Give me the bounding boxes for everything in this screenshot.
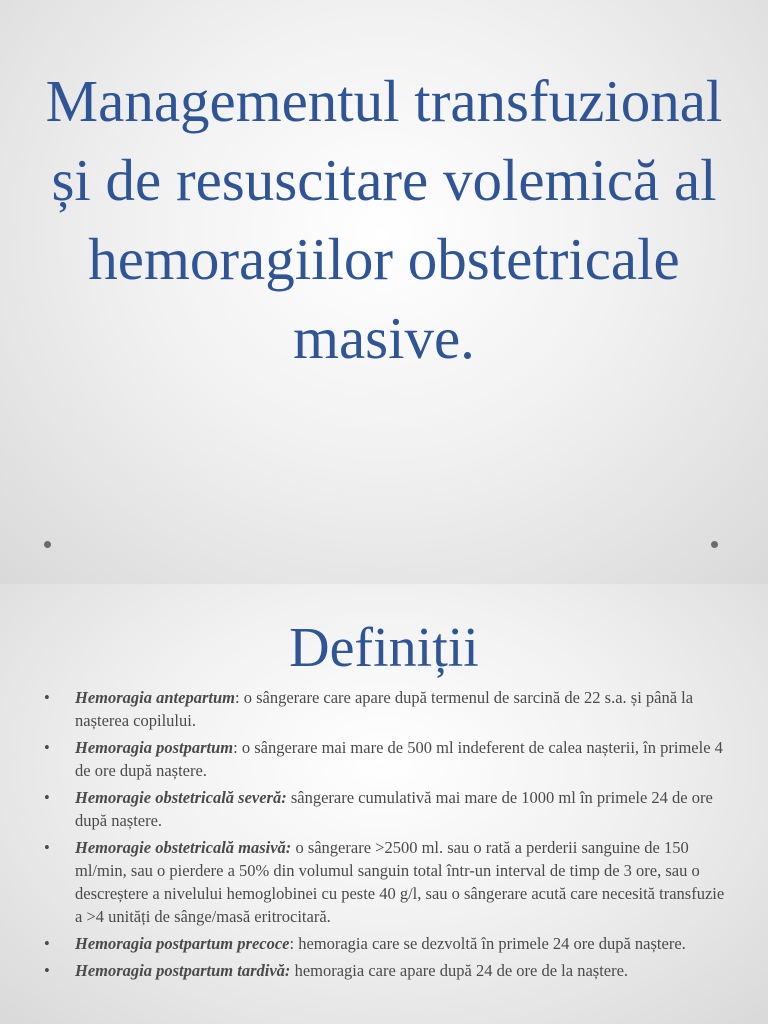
definition-text: : o sângerare care apare după termenul de sarcină de 22 s.a. și până la nașterea copilului. bbox=[75, 688, 694, 730]
definition-text: o sângerare >2500 ml. sau o rată a perderii sanguine de 150 ml/min, sau o pierdere a 50% din volumul sanguin total într-un interval de timp de 3 ore, sau o descreștere a nivelului hemoglobinei cu peste 40 g/l, sau o sângerare acută care necesită transfuzie a >4 unități de sânge/masă eritrocitară. bbox=[75, 838, 725, 926]
slide-title: Managementul transfuzional și de resuscitare volemică al hemoragiilor obstetricale masive. bbox=[45, 68, 723, 371]
definition-item bbox=[0, 959, 768, 982]
definition-term: Hemoragia postpartum bbox=[75, 738, 234, 757]
empty-bullet-left bbox=[44, 541, 51, 548]
definition-text: hemoragia care apare după 24 de ore de la naștere. bbox=[290, 961, 629, 980]
definition-text: : hemoragia care se dezvoltă în primele 24 ore după naștere. bbox=[289, 934, 686, 953]
definition-term: Hemoragia postpartum tardivă: bbox=[75, 961, 291, 980]
definition-text: sângerare cumulativă mai mare de 1000 ml în primele 24 de ore după naștere. bbox=[75, 788, 713, 830]
definitions-title: Definiții bbox=[289, 617, 479, 679]
definition-item bbox=[0, 686, 768, 732]
definition-item bbox=[0, 932, 768, 955]
definition-term: Hemoragia postpartum precoce bbox=[75, 934, 290, 953]
empty-bullet-right bbox=[711, 541, 718, 548]
definitions-slide bbox=[0, 584, 768, 1024]
definition-item bbox=[0, 836, 768, 928]
definition-term: Hemoragie obstetricală masivă: bbox=[75, 838, 292, 857]
definitions-list bbox=[0, 686, 768, 986]
definition-term: Hemoragie obstetricală severă: bbox=[75, 788, 287, 807]
definition-text: : o sângerare mai mare de 500 ml indeferent de calea nașterii, în primele 4 de ore după naștere. bbox=[75, 738, 723, 780]
definition-term: Hemoragia antepartum bbox=[75, 688, 235, 707]
definition-item bbox=[0, 786, 768, 832]
definition-item bbox=[0, 736, 768, 782]
